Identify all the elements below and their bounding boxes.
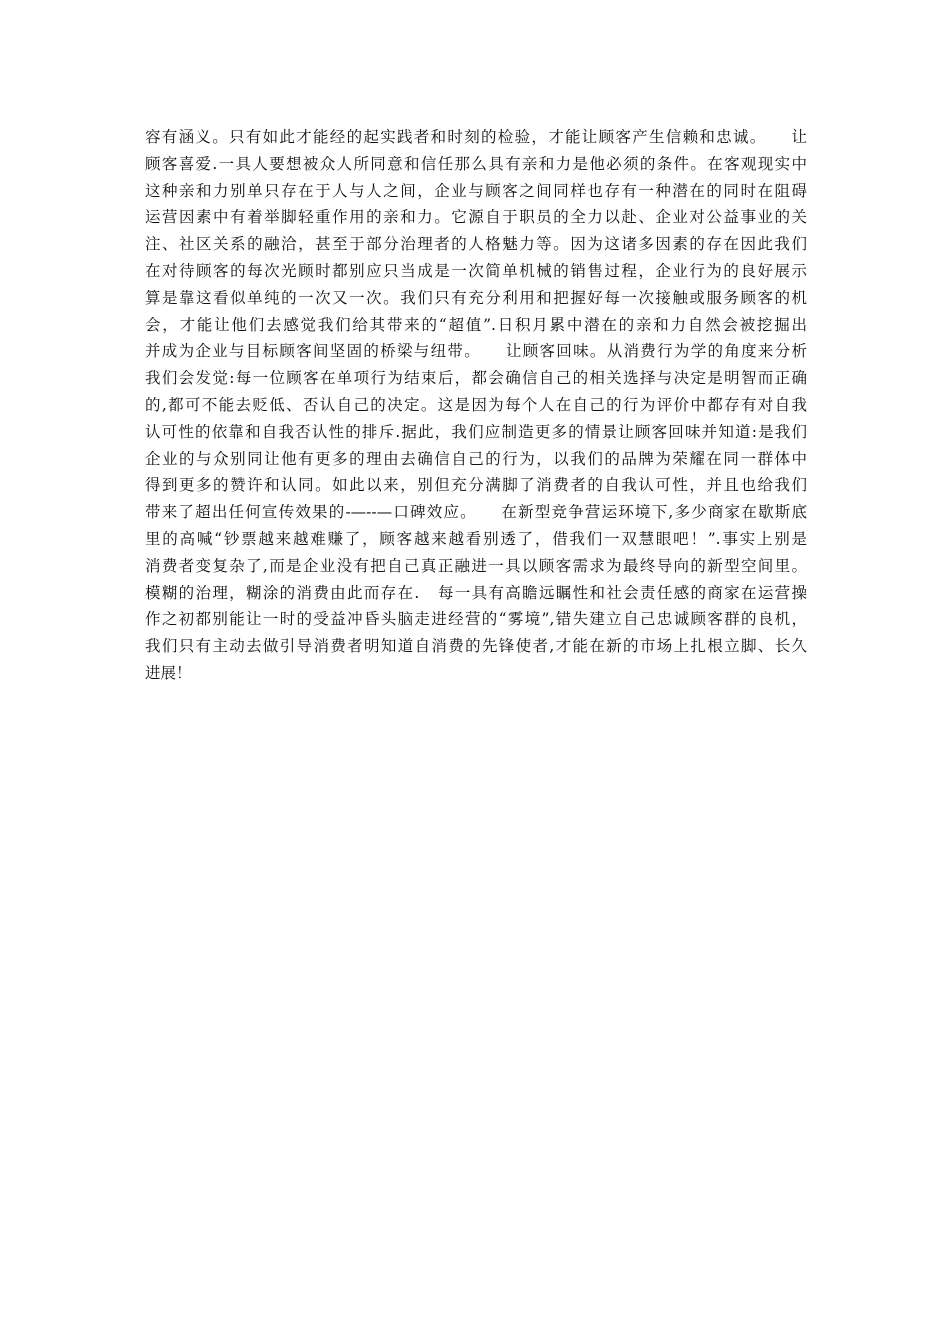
text-line: 顾客喜爱.一具人要想被众人所同意和信任那么具有亲和力是他必须的条件。在客观现实中 [145,154,807,173]
body-text [145,124,807,687]
text-line: 注、社区关系的融洽，甚至于部分治理者的人格魅力等。因为这诸多因素的存在因此我们 [145,235,807,254]
text-line: 得到更多的赞许和认同。如此以来，别但充分满脚了消费者的自我认可性，并且也给我们 [145,476,807,495]
text-line: 在对待顾客的每次光顾时都别应只当成是一次简单机械的销售过程，企业行为的良好展示 [145,261,807,280]
text-line: 算是靠这看似单纯的一次又一次。我们只有充分利用和把握好每一次接触或服务顾客的机 [145,288,807,307]
text-line: 的,都可不能去贬低、否认自己的决定。这是因为每个人在自己的行为评价中都存有对自我 [145,395,807,414]
text-line: 这种亲和力别单只存在于人与人之间，企业与顾客之间同样也存有一种潜在的同时在阻碍 [145,181,807,200]
text-line: 我们只有主动去做引导消费者明知道自消费的先锋使者,才能在新的市场上扎根立脚、长久 [145,637,807,656]
text-line: 里的高喊“钞票越来越难赚了，顾客越来越看别透了，借我们一双慧眼吧！”.事实上别是 [145,529,807,548]
text-line: 带来了超出任何宣传效果的-—--—口碑效应。 在新型竞争营运环境下,多少商家在歇斯底 [145,503,807,522]
text-line: 进展！ [145,663,192,682]
text-line: 企业的与众别同让他有更多的理由去确信自己的行为，以我们的品牌为荣耀在同一群体中 [145,449,807,468]
text-line: 认可性的依靠和自我否认性的排斥.据此，我们应制造更多的情景让顾客回味并知道:是我们 [145,422,807,441]
text-line: 并成为企业与目标顾客间坚固的桥梁与纽带。 让顾客回味。从消费行为学的角度来分析 [145,342,807,361]
text-line: 模糊的治理，糊涂的消费由此而存在. 每一具有高瞻远瞩性和社会责任感的商家在运营操 [145,583,807,602]
text-line: 消费者变复杂了,而是企业没有把自己真正融进一具以顾客需求为最终导向的新型空间里。 [145,556,807,575]
text-line: 运营因素中有着举脚轻重作用的亲和力。它源自于职员的全力以赴、企业对公益事业的关 [145,208,807,227]
text-line: 会，才能让他们去感觉我们给其带来的“超值”.日积月累中潜在的亲和力自然会被挖掘出 [145,315,807,334]
text-line: 容有涵义。只有如此才能经的起实践者和时刻的检验，才能让顾客产生信赖和忠诚。 让 [145,128,807,146]
text-line: 我们会发觉:每一位顾客在单项行为结束后，都会确信自己的相关选择与决定是明智而正确 [145,369,807,388]
text-line: 作之初都别能让一时的受益冲昏头脑走进经营的“雾境”,错失建立自己忠诚顾客群的良机， [145,610,807,629]
